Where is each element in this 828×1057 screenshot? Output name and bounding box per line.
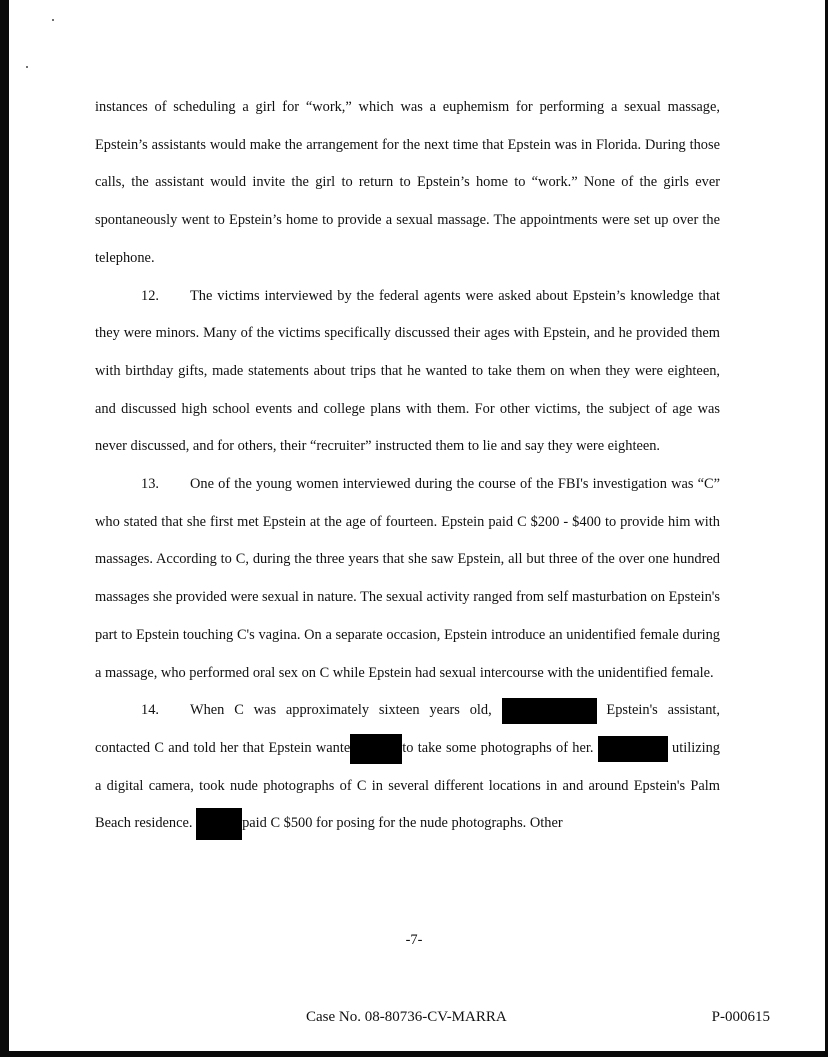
paragraph-text: paid C $500 for posing for the nude photographs. Other <box>242 815 563 832</box>
paragraph-12 <box>95 278 720 467</box>
scan-speck <box>26 66 28 68</box>
redaction-box <box>196 808 242 840</box>
page-number: -7- <box>405 932 423 948</box>
scan-speck <box>52 19 54 21</box>
paragraph-text: to take some photographs of her. <box>402 739 594 756</box>
scan-left-edge <box>0 0 9 1057</box>
document-body <box>95 89 720 843</box>
paragraph-text: utilizing a digital camera, took nude photographs of C in several different locations in and around Epstein's Palm Beach residence. <box>95 739 720 832</box>
paragraph-continued <box>95 89 720 278</box>
paragraph-text: Epstein's assistant, contacted C and told her that Epstein wante <box>95 702 720 756</box>
scan-bottom-edge <box>0 1051 828 1057</box>
paragraph-number: 13. <box>141 476 159 493</box>
redaction-box <box>350 734 402 764</box>
paragraph-number: 14. <box>141 702 159 719</box>
paragraph-text: instances of scheduling a girl for “work,” which was a euphemism for performing a sexual massage, Epstein’s assistants would make the arrangement for the next time that Epstein was in Florida. During those calls, the assistant would invite the girl to return to Epstein’s home to “work.” None of the girls ever spontaneously went to Epstein’s home to provide a sexual massage. The appointments were set up over the telephone. <box>95 99 720 266</box>
paragraph-13 <box>95 466 720 692</box>
bates-number: P-000615 <box>711 1009 770 1025</box>
paragraph-text: The victims interviewed by the federal agents were asked about Epstein’s knowledge that they were minors. Many of the victims specifically discussed their ages with Epstein, and he provided them with birthday gifts, made statements about trips that he wanted to take them on when they were eighteen, and discussed high school events and college plans with them. For other victims, the subject of age was never discussed, and for others, their “recruiter” instructed them to lie and say they were eighteen. <box>95 287 720 455</box>
paragraph-text: When C was approximately sixteen years old, <box>190 702 492 719</box>
redaction-box <box>502 698 597 724</box>
paragraph-number: 12. <box>141 287 159 304</box>
redaction-box <box>598 736 668 762</box>
paragraph-text: One of the young women interviewed during the course of the FBI's investigation was “C” who stated that she first met Epstein at the age of fourteen. Epstein paid C $200 - $400 to provide him with massages. According to C, during the three years that she saw Epstein, all but three of the over one hundred massages she provided were sexual in nature. The sexual activity ranged from self masturbation on Epstein's part to Epstein touching C's vagina. On a separate occasion, Epstein introduce an unidentified female during a massage, who performed oral sex on C while Epstein had sexual intercourse with the unidentified female. <box>95 476 720 681</box>
case-number: Case No. 08-80736-CV-MARRA <box>306 1009 507 1025</box>
paragraph-14 <box>95 692 720 843</box>
